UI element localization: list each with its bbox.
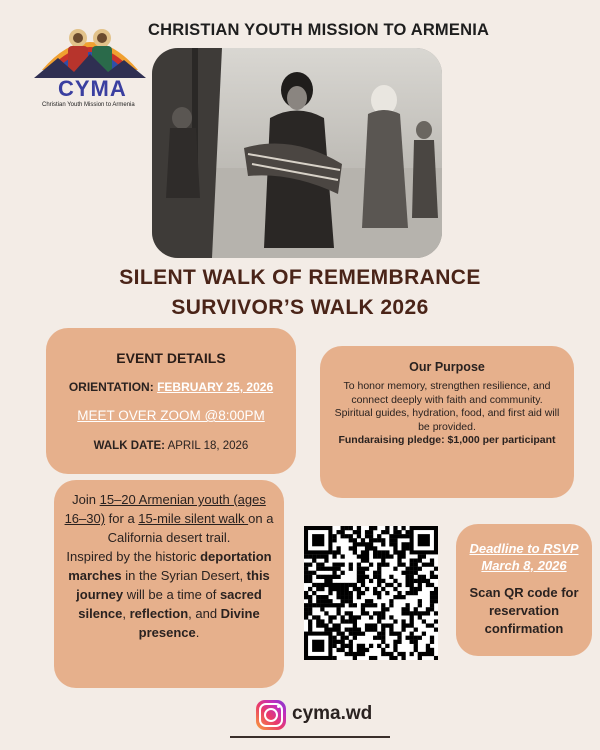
walk-date-line <box>46 440 296 452</box>
main-title-line2: SURVIVOR’S WALK 2026 <box>171 296 429 319</box>
walk-date-label: WALK DATE: <box>93 440 165 452</box>
rsvp-card <box>456 524 592 656</box>
purpose-card <box>320 346 574 498</box>
saints-logo-icon <box>34 18 146 80</box>
join-text-segment: will be a time of <box>123 587 220 602</box>
org-title: CHRISTIAN YOUTH MISSION TO ARMENIA <box>148 21 490 39</box>
join-card <box>54 480 284 688</box>
event-details-card <box>46 328 296 474</box>
qr-code[interactable] <box>304 526 438 660</box>
instagram-icon[interactable] <box>256 700 286 730</box>
purpose-text-1: To honor memory, strengthen resilience, and connect deeply with faith and community. <box>343 380 551 406</box>
main-title-line1: SILENT WALK OF REMEMBRANCE <box>119 266 481 289</box>
join-text-segment: Inspired by the historic <box>66 549 201 564</box>
walk-date: APRIL 18, 2026 <box>167 440 249 452</box>
join-text-segment: , and <box>188 606 221 621</box>
deportation-marches: deportation marches <box>68 549 272 583</box>
orientation-date: FEBRUARY 25, 2026 <box>157 380 274 394</box>
rsvp-deadline: Deadline to RSVP March 8, 2026 <box>469 541 579 573</box>
divine-presence: Divine presence <box>138 606 260 640</box>
cyma-logo <box>34 18 146 108</box>
event-details-heading: EVENT DETAILS <box>116 350 226 366</box>
join-text-segment: , <box>122 606 130 621</box>
divider <box>230 736 390 738</box>
join-text <box>54 490 284 642</box>
orientation-line <box>46 380 296 394</box>
youth-count: 15–20 Armenian youth (ages 16–30) <box>64 492 266 526</box>
instagram-handle[interactable]: cyma.wd <box>292 703 373 724</box>
join-text-segment: . <box>195 625 200 640</box>
fundraising-pledge: Fundaraising pledge: $1,000 per participant <box>338 434 556 446</box>
logo-subtitle: Christian Youth Mission to Armenia <box>42 102 135 108</box>
historic-photo <box>152 48 442 258</box>
reflection: reflection <box>129 606 189 621</box>
join-text-segment: Join <box>72 492 100 507</box>
zoom-meeting: MEET OVER ZOOM @8:00PM <box>77 408 265 423</box>
purpose-heading: Our Purpose <box>409 360 485 374</box>
purpose-body <box>320 380 574 448</box>
scan-instructions: Scan QR code for reservation confirmation <box>469 585 579 636</box>
walk-distance: 15-mile silent walk <box>138 511 249 526</box>
join-text-segment: on a California desert trail. <box>107 511 274 545</box>
orientation-label: ORIENTATION: <box>68 380 154 394</box>
this-journey: this journey <box>76 568 270 602</box>
purpose-text-2: Spiritual guides, hydration, food, and first aid will be provided. <box>334 407 560 433</box>
sacred-silence: sacred silence <box>78 587 262 621</box>
logo-name: CYMA <box>58 76 127 101</box>
join-text-segment: for a <box>105 511 139 526</box>
join-text-segment: in the Syrian Desert, <box>121 568 247 583</box>
